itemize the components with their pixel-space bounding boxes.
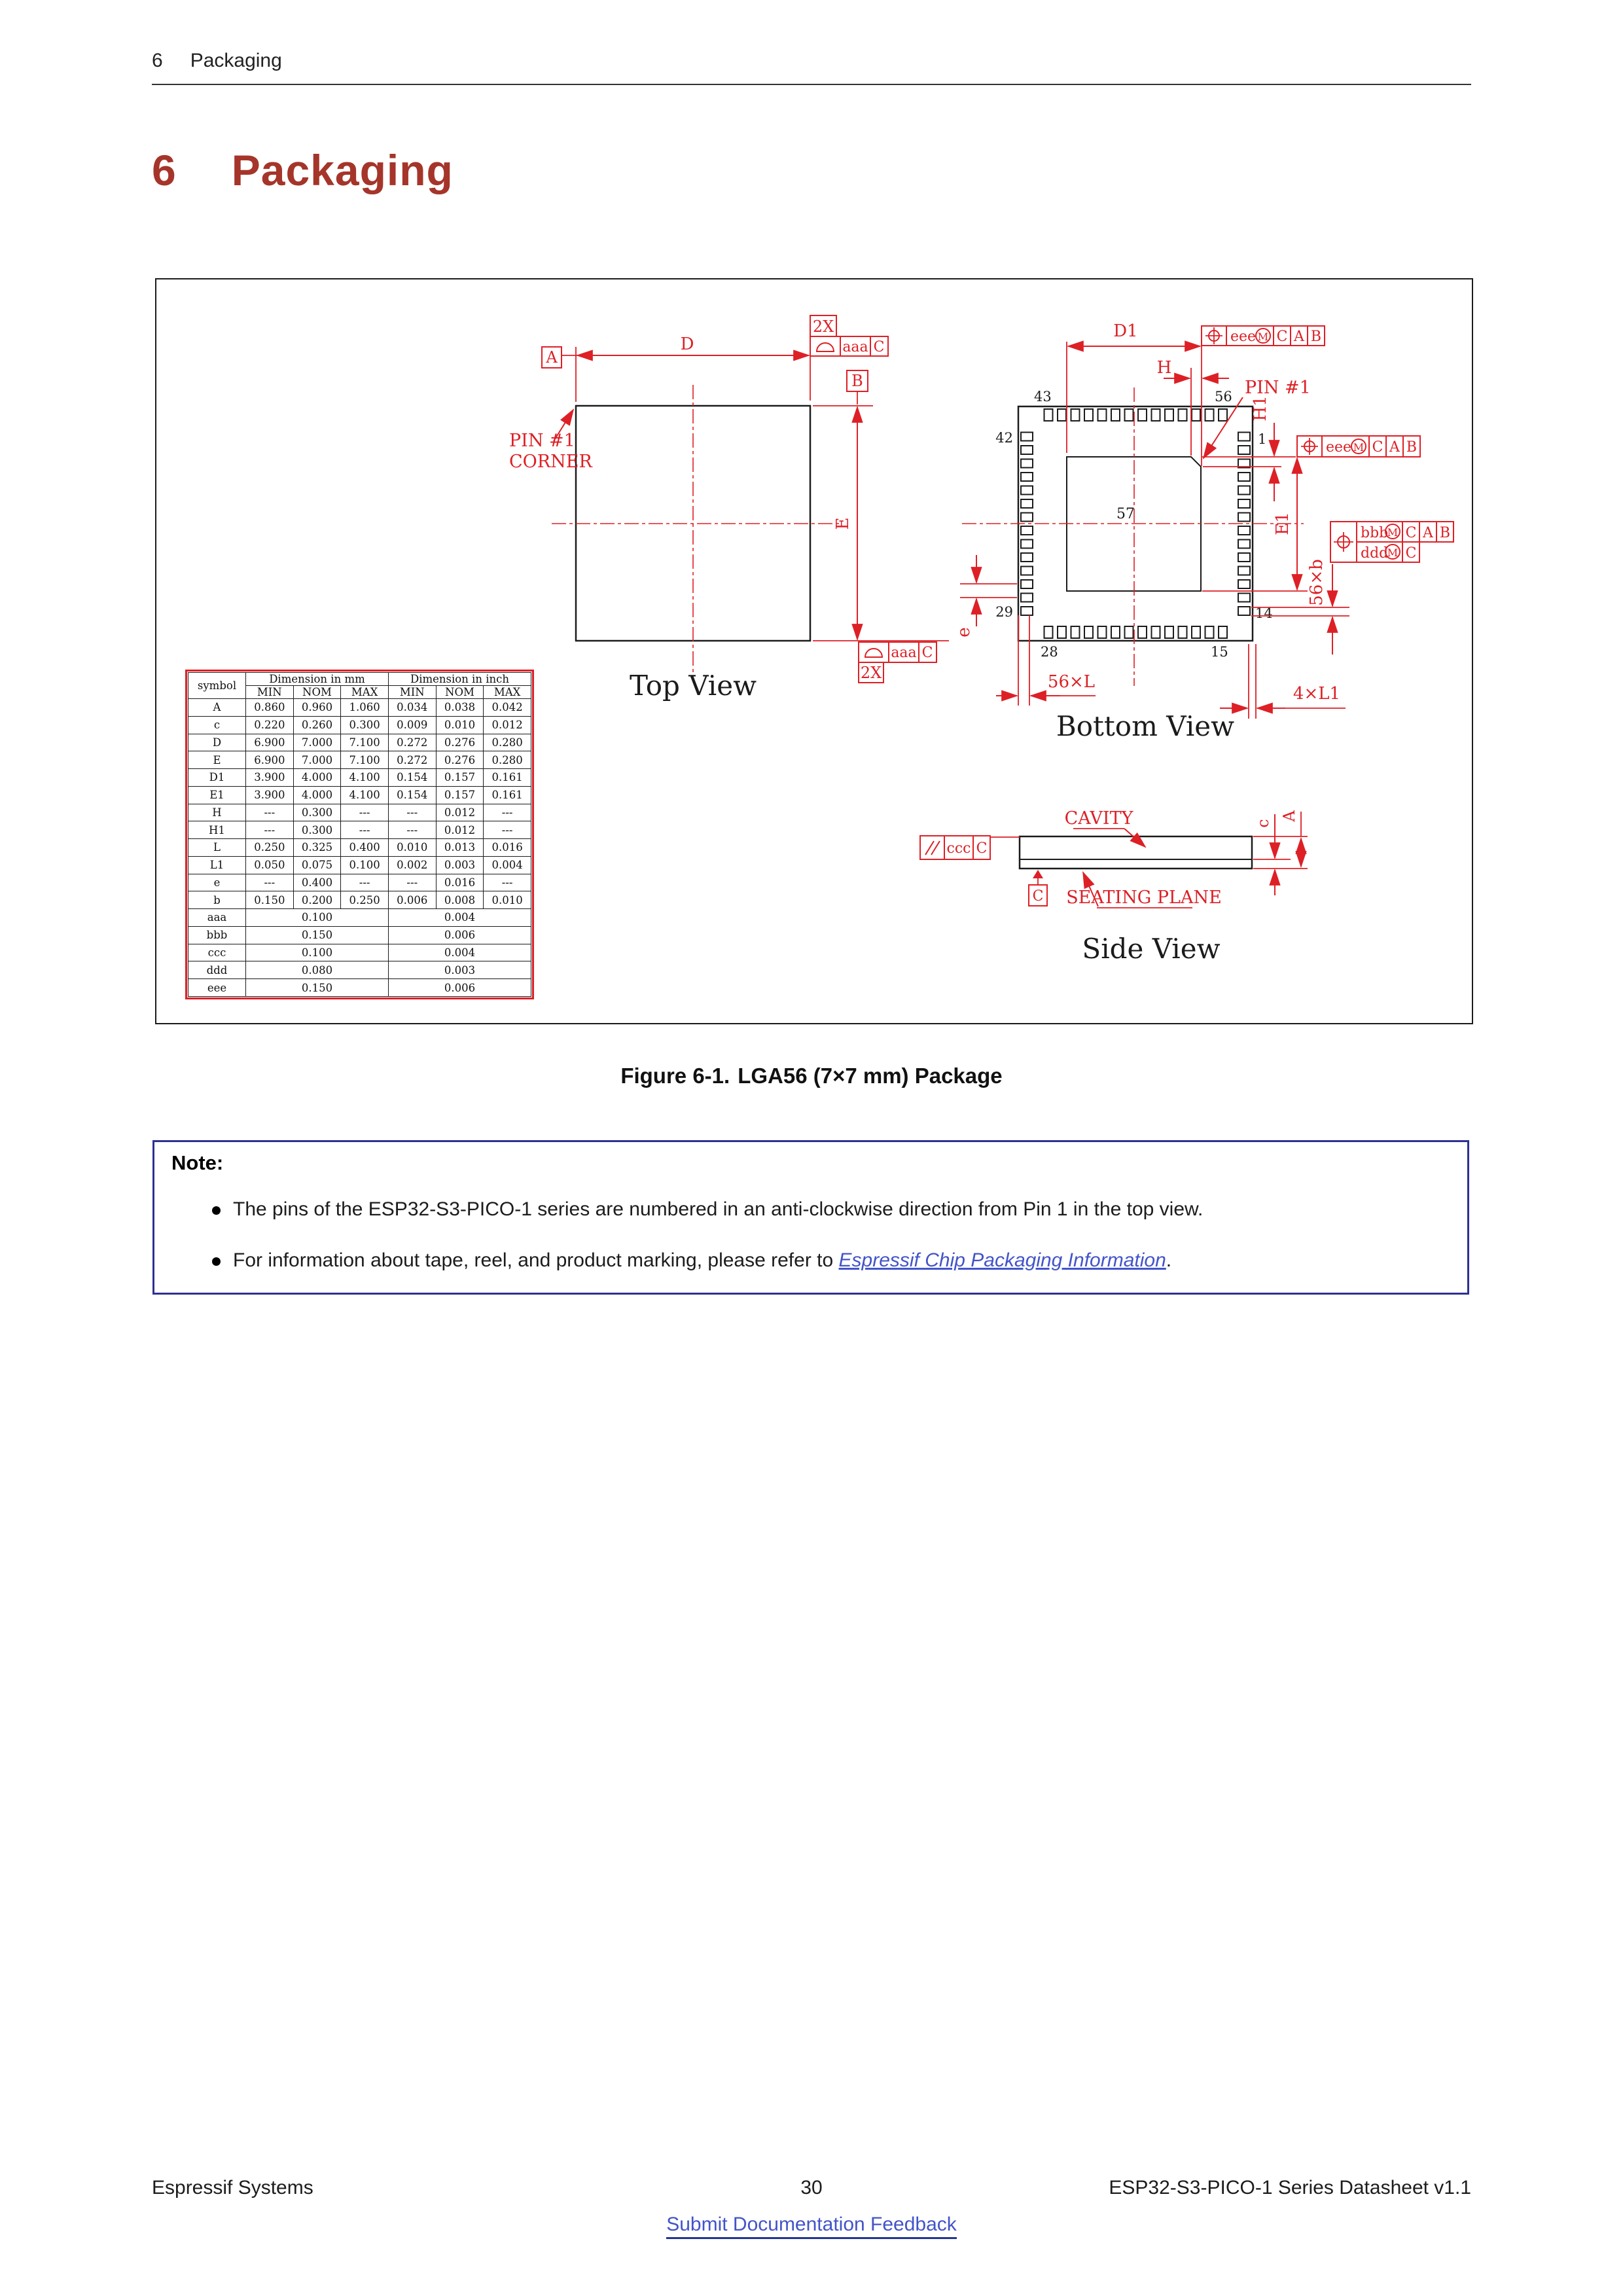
page-title [152, 145, 454, 195]
dim-table-body [188, 699, 531, 997]
running-header-title: Packaging [190, 50, 282, 71]
table-header-mm: Dimension in mm [246, 673, 389, 686]
pad [1071, 626, 1080, 638]
table-cell: 0.150 [246, 926, 389, 944]
table-cell: 0.004 [484, 856, 531, 874]
table-cell: c [188, 716, 246, 734]
table-cell: L [188, 839, 246, 857]
pad [1084, 626, 1093, 638]
note-bullet-2 [212, 1249, 1442, 1272]
table-cell: 0.006 [388, 979, 531, 997]
note-title: Note: [171, 1151, 224, 1174]
table-cell: 4.000 [293, 769, 341, 787]
pad [1044, 626, 1053, 638]
dim-c-label: c [1254, 819, 1272, 828]
pad [1071, 409, 1080, 421]
table-cell: 7.100 [341, 751, 389, 769]
table-cell: 7.000 [293, 734, 341, 751]
fcf3-datum2: A [1423, 525, 1433, 541]
qty-l-label: 56×L [1047, 672, 1096, 692]
pad [1111, 409, 1120, 421]
table-cell: 0.080 [246, 961, 389, 979]
table-cell: H1 [188, 821, 246, 839]
qty-2x-top-label: 2X [812, 317, 834, 336]
table-cell: A [188, 699, 246, 717]
table-row [188, 944, 531, 961]
pad [1238, 567, 1250, 575]
pin-number-42: 42 [995, 430, 1013, 446]
table-cell: 0.100 [341, 856, 389, 874]
table-cell: --- [388, 821, 436, 839]
table-cell: 0.154 [388, 769, 436, 787]
table-row [188, 909, 531, 927]
table-cell: 0.038 [436, 699, 484, 717]
table-row [188, 769, 531, 787]
packaging-info-link[interactable]: Espressif Chip Packaging Information [838, 1249, 1166, 1271]
table-cell: 0.400 [293, 874, 341, 891]
bottom-view-caption: Bottom View [1056, 710, 1235, 742]
pad [1238, 540, 1250, 548]
pad [1152, 409, 1160, 421]
pad [1021, 580, 1033, 588]
pad [1098, 409, 1107, 421]
table-cell: 3.900 [246, 769, 294, 787]
pad [1238, 499, 1250, 508]
fcf3-tol1: bbb [1361, 525, 1389, 541]
note-bullet-1 [212, 1198, 1442, 1221]
table-header-inch: Dimension in inch [388, 673, 531, 686]
position-symbol-icon [1301, 438, 1318, 455]
table-row [188, 839, 531, 857]
table-cell: 0.003 [388, 961, 531, 979]
fcf3-datum1: C [1405, 525, 1417, 541]
dim-d1-label: D1 [1113, 321, 1138, 341]
pad [1165, 626, 1173, 638]
table-row [188, 874, 531, 891]
table-row [188, 804, 531, 821]
table-cell: --- [484, 874, 531, 891]
table-cell: eee [188, 979, 246, 997]
pin1-corner-label-2: CORNER [509, 452, 592, 472]
pin-number-14: 14 [1255, 605, 1273, 621]
table-row [188, 751, 531, 769]
running-header-number: 6 [152, 50, 163, 71]
table-header-max: MAX [484, 686, 531, 699]
chapter-number: 6 [152, 146, 177, 194]
fcf-position-top [1202, 326, 1325, 346]
table-row [188, 856, 531, 874]
table-cell: --- [341, 804, 389, 821]
table-cell: 0.100 [246, 909, 389, 927]
table-row [188, 961, 531, 979]
fcf-parallelism-tol: ccc [946, 840, 971, 857]
table-cell: --- [484, 804, 531, 821]
datum-b-label: B [851, 372, 863, 390]
datum-a-label: A [546, 348, 558, 367]
pad [1021, 459, 1033, 468]
side-view-caption: Side View [1082, 933, 1221, 965]
fcf2-tol: eee [1326, 439, 1352, 456]
table-header-nom: NOM [293, 686, 341, 699]
table-cell: --- [246, 874, 294, 891]
table-cell: 7.100 [341, 734, 389, 751]
pad [1021, 567, 1033, 575]
datum-triangle-icon [1033, 870, 1043, 878]
table-cell: 0.150 [246, 979, 389, 997]
dim-a-label: A [1280, 810, 1298, 822]
table-cell: 0.960 [293, 699, 341, 717]
table-cell: 0.004 [388, 909, 531, 927]
table-cell: 0.325 [293, 839, 341, 857]
table-cell: 0.013 [436, 839, 484, 857]
pad [1192, 626, 1200, 638]
fcf1-datum3: B [1310, 329, 1322, 345]
table-cell: 7.000 [293, 751, 341, 769]
fcf1-datum2: A [1294, 329, 1304, 345]
table-cell: 0.260 [293, 716, 341, 734]
pad [1021, 540, 1033, 548]
fcf-position-b [1330, 522, 1454, 562]
table-cell: D [188, 734, 246, 751]
footer-doc-title: ESP32-S3-PICO-1 Series Datasheet v1.1 [1109, 2177, 1471, 2198]
table-row [188, 979, 531, 997]
pin-number-28: 28 [1041, 644, 1058, 660]
fcf3-tol2: ddd [1361, 545, 1389, 562]
table-cell: 0.150 [246, 891, 294, 909]
pad [1238, 607, 1250, 615]
footer-company: Espressif Systems [152, 2177, 313, 2198]
table-cell: 0.006 [388, 926, 531, 944]
pad [1021, 473, 1033, 481]
fcf2-mod: M [1353, 441, 1364, 454]
table-cell: 0.012 [436, 821, 484, 839]
pad [1125, 409, 1133, 421]
table-cell: 0.004 [388, 944, 531, 961]
cavity-label: CAVITY [1064, 808, 1133, 829]
table-cell: 0.272 [388, 751, 436, 769]
dim-e1-label: E1 [1273, 512, 1293, 535]
pad [1021, 486, 1033, 495]
fcf-parallelism [920, 836, 1020, 859]
table-header-min: MIN [246, 686, 294, 699]
table-cell: 0.012 [484, 716, 531, 734]
dim-h-label: H [1156, 358, 1172, 378]
fcf2-datum3: B [1406, 439, 1418, 456]
table-cell: --- [246, 821, 294, 839]
pad [1021, 553, 1033, 562]
note-bullet-2-text: For information about tape, reel, and product marking, please refer to [233, 1249, 839, 1271]
table-cell: b [188, 891, 246, 909]
position-symbol-icon [1205, 327, 1222, 344]
pad [1238, 473, 1250, 481]
pad [1021, 446, 1033, 454]
fcf-bottom-datum: C [921, 645, 933, 661]
table-cell: 0.009 [388, 716, 436, 734]
note-list [212, 1198, 1442, 1300]
table-cell: --- [341, 874, 389, 891]
table-cell: 0.157 [436, 786, 484, 804]
fcf-top-datum: C [873, 339, 885, 355]
table-row [188, 891, 531, 909]
table-cell: 0.280 [484, 734, 531, 751]
table-cell: 0.161 [484, 786, 531, 804]
pad [1238, 553, 1250, 562]
table-cell: 0.016 [436, 874, 484, 891]
table-cell: D1 [188, 769, 246, 787]
table-cell: --- [341, 821, 389, 839]
pad [1205, 626, 1214, 638]
table-row [188, 821, 531, 839]
table-cell: 0.250 [341, 891, 389, 909]
table-cell: 0.034 [388, 699, 436, 717]
parallelism-symbol-icon [925, 841, 940, 855]
fcf3-mod2: M [1387, 547, 1399, 559]
pad [1058, 626, 1066, 638]
table-cell: 0.860 [246, 699, 294, 717]
table-cell: L1 [188, 856, 246, 874]
table-cell: 0.276 [436, 751, 484, 769]
pad [1021, 513, 1033, 522]
pad [1021, 607, 1033, 615]
table-cell: --- [388, 874, 436, 891]
seating-plane-label: SEATING PLANE [1066, 888, 1222, 908]
table-cell: 0.050 [246, 856, 294, 874]
pad [1238, 594, 1250, 602]
pad [1219, 409, 1227, 421]
note-bullet-1-text: The pins of the ESP32-S3-PICO-1 series are numbered in an anti-clockwise direction from Pin 1 in the top view. [233, 1198, 1204, 1220]
fcf-top-tol: aaa [842, 339, 868, 355]
fcf1-datum1: C [1276, 329, 1288, 345]
pad [1152, 626, 1160, 638]
table-cell: 0.400 [341, 839, 389, 857]
table-header-max: MAX [341, 686, 389, 699]
table-cell: 6.900 [246, 751, 294, 769]
chapter-title: Packaging [231, 146, 454, 194]
top-view [509, 315, 949, 702]
pin-number-29: 29 [995, 604, 1013, 620]
pad [1058, 409, 1066, 421]
fcf-position-right [1297, 436, 1420, 457]
pad [1138, 626, 1147, 638]
submit-feedback-link[interactable]: Submit Documentation Feedback [666, 2214, 957, 2239]
center-pad-number: 57 [1116, 506, 1135, 522]
pin1-corner-label-1: PIN #1 [509, 431, 575, 451]
profile-surface-icon [817, 343, 834, 351]
table-cell: e [188, 874, 246, 891]
pin-number-56: 56 [1215, 389, 1232, 404]
table-cell: H [188, 804, 246, 821]
pad [1165, 409, 1173, 421]
table-cell: --- [388, 804, 436, 821]
fcf3-mod1: M [1387, 526, 1399, 539]
note-box [152, 1140, 1469, 1295]
table-row [188, 926, 531, 944]
pad [1021, 433, 1033, 441]
table-cell: --- [484, 821, 531, 839]
pin-number-15: 15 [1211, 644, 1228, 660]
table-cell: --- [246, 804, 294, 821]
table-cell: 0.200 [293, 891, 341, 909]
table-cell: 0.220 [246, 716, 294, 734]
table-cell: 0.010 [484, 891, 531, 909]
pad [1238, 526, 1250, 535]
table-cell: 0.016 [484, 839, 531, 857]
table-cell: 0.010 [436, 716, 484, 734]
table-cell: 0.003 [436, 856, 484, 874]
table-cell: 0.100 [246, 944, 389, 961]
dimension-table [185, 670, 534, 999]
table-header-min: MIN [388, 686, 436, 699]
table-cell: 0.002 [388, 856, 436, 874]
table-cell: 0.276 [436, 734, 484, 751]
pad [1111, 626, 1120, 638]
table-cell: 0.250 [246, 839, 294, 857]
table-cell: 4.000 [293, 786, 341, 804]
table-header-symbol: symbol [188, 673, 246, 699]
fcf1-tol: eee [1230, 329, 1257, 345]
pad [1044, 409, 1053, 421]
table-cell: 4.100 [341, 769, 389, 787]
table-cell: 0.154 [388, 786, 436, 804]
pad [1179, 409, 1187, 421]
pad [1238, 433, 1250, 441]
fcf3-datum3: B [1439, 525, 1451, 541]
table-cell: 0.075 [293, 856, 341, 874]
pad [1125, 626, 1133, 638]
table-cell: 0.272 [388, 734, 436, 751]
table-cell: 0.010 [388, 839, 436, 857]
fcf1-mod: M [1257, 331, 1269, 343]
table-cell: 0.006 [388, 891, 436, 909]
figure-caption-text: LGA56 (7×7 mm) Package [738, 1064, 1003, 1088]
pad [1238, 446, 1250, 454]
pad [1084, 409, 1093, 421]
table-cell: bbb [188, 926, 246, 944]
pad [1192, 409, 1200, 421]
table-cell: 3.900 [246, 786, 294, 804]
note-bullet-2-suffix: . [1166, 1249, 1172, 1271]
table-cell: 0.300 [293, 804, 341, 821]
table-cell: E [188, 751, 246, 769]
table-cell: 0.012 [436, 804, 484, 821]
table-cell: 0.042 [484, 699, 531, 717]
top-view-caption: Top View [629, 670, 757, 702]
figure-caption-label: Figure 6-1. [620, 1064, 730, 1088]
table-cell: 0.300 [293, 821, 341, 839]
pad [1098, 626, 1107, 638]
qty-l1-label: 4×L1 [1293, 684, 1341, 704]
pin-number-1: 1 [1258, 431, 1267, 447]
fcf-parallelism-datum: C [976, 840, 988, 857]
fcf2-datum1: C [1372, 439, 1383, 456]
header-rule [152, 84, 1471, 85]
position-symbol-icon [1334, 532, 1353, 552]
table-cell: aaa [188, 909, 246, 927]
pad [1021, 526, 1033, 535]
fcf-bottom-tol: aaa [891, 645, 917, 661]
pad [1238, 580, 1250, 588]
qty-2x-bottom-label: 2X [860, 664, 882, 682]
table-cell: 0.161 [484, 769, 531, 787]
bottom-view [954, 321, 1454, 742]
table-cell: ddd [188, 961, 246, 979]
fcf2-datum2: A [1389, 439, 1400, 456]
pin-number-43: 43 [1034, 389, 1052, 404]
profile-surface-icon [865, 649, 882, 657]
table-cell: 0.157 [436, 769, 484, 787]
pad [1219, 626, 1227, 638]
table-row [188, 734, 531, 751]
pad [1238, 513, 1250, 522]
table-cell: 6.900 [246, 734, 294, 751]
pad [1138, 409, 1147, 421]
table-row [188, 716, 531, 734]
dim-h1-label: H1 [1251, 395, 1270, 422]
figure-caption [0, 1064, 1623, 1088]
table-row [188, 699, 531, 717]
pin1-label: PIN #1 [1245, 378, 1311, 398]
table-cell: 1.060 [341, 699, 389, 717]
table-cell: 4.100 [341, 786, 389, 804]
table-cell: 0.300 [341, 716, 389, 734]
pad [1205, 409, 1214, 421]
qty-b-label: 56×b [1307, 559, 1327, 606]
footer-feedback-row [0, 2214, 1623, 2236]
pad [1179, 626, 1187, 638]
table-header-nom: NOM [436, 686, 484, 699]
datum-c-label: C [1032, 888, 1044, 905]
pad [1021, 499, 1033, 508]
table-cell: 0.008 [436, 891, 484, 909]
running-header [152, 50, 282, 72]
side-view [920, 808, 1308, 965]
dim-d-label: D [680, 334, 694, 354]
pad [1021, 594, 1033, 602]
fcf3-datum4: C [1405, 545, 1417, 562]
dim-e-label: E [833, 517, 853, 530]
table-cell: ccc [188, 944, 246, 961]
dim-e-pitch-label: e [954, 627, 974, 637]
pad [1238, 486, 1250, 495]
footer-page-number: 30 [800, 2177, 823, 2198]
table-row [188, 786, 531, 804]
table-cell: 0.280 [484, 751, 531, 769]
table-cell: E1 [188, 786, 246, 804]
